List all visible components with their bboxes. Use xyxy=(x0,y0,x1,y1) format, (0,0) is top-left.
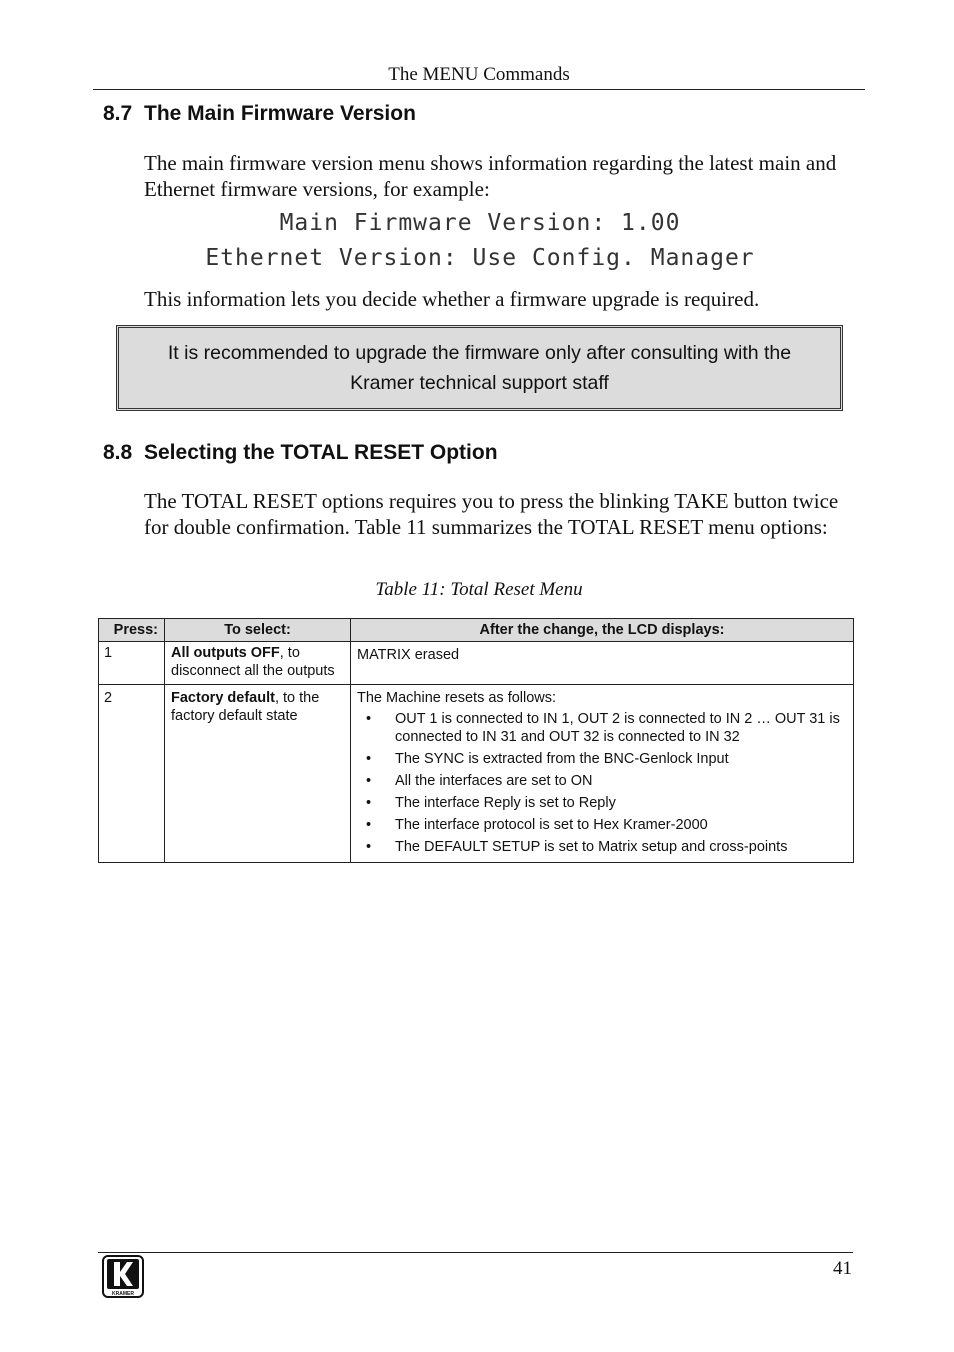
lcd-display-cell xyxy=(351,685,854,863)
table-caption: Table 11: Total Reset Menu xyxy=(375,579,583,600)
select-cell xyxy=(165,685,351,863)
note-box xyxy=(116,325,843,411)
lcd-line-main-firmware: Main Firmware Version: 1.00 xyxy=(279,210,681,236)
list-item: • The interface Reply is set to Reply xyxy=(357,794,847,812)
table-header-row xyxy=(99,619,854,642)
list-item: • OUT 1 is connected to IN 1, OUT 2 is connected to IN 2 … OUT 31 is connected to IN 31 and OUT 32 is connected to IN 32 xyxy=(357,710,847,746)
select-option-desc: , to the factory default state xyxy=(171,690,320,724)
list-item: • All the interfaces are set to ON xyxy=(357,772,847,790)
section-heading-8-8 xyxy=(103,441,498,465)
section-title: The Main Firmware Version xyxy=(144,102,416,125)
section-title: Selecting the TOTAL RESET Option xyxy=(144,441,498,464)
page-number: 41 xyxy=(833,1258,852,1279)
footer-rule xyxy=(98,1252,853,1253)
firmware-after-paragraph: This information lets you decide whether a firmware upgrade is required. xyxy=(144,287,760,311)
list-item: • The DEFAULT SETUP is set to Matrix setup and cross-points xyxy=(357,838,847,856)
column-header-lcd-display: After the change, the LCD displays: xyxy=(351,619,854,642)
press-cell: 1 xyxy=(99,642,165,685)
list-item: • The SYNC is extracted from the BNC-Genlock Input xyxy=(357,750,847,768)
section-number: 8.7 xyxy=(103,102,133,125)
lcd-line-ethernet: Ethernet Version: Use Config. Manager xyxy=(205,245,755,271)
total-reset-intro-paragraph: The TOTAL RESET options requires you to press the blinking TAKE button twice for double confirmation. Table 11 summarizes the TOTAL RESET menu options: xyxy=(144,489,839,539)
select-cell xyxy=(165,642,351,685)
table-row xyxy=(99,642,854,685)
select-option-name: All outputs OFF xyxy=(171,645,280,661)
lcd-display-cell xyxy=(351,642,854,685)
note-text: It is recommended to upgrade the firmware only after consulting with the Kramer technical support staff xyxy=(167,342,792,394)
firmware-intro-paragraph: The main firmware version menu shows information regarding the latest main and Ethernet firmware versions, for example: xyxy=(144,151,837,201)
lcd-display-text: MATRIX erased xyxy=(357,647,460,663)
section-number: 8.8 xyxy=(103,441,133,464)
select-option-desc: , to disconnect all the outputs xyxy=(171,645,335,679)
total-reset-table xyxy=(98,618,854,863)
lcd-display-text: The Machine resets as follows: xyxy=(357,690,557,706)
list-item: • The interface protocol is set to Hex Kramer-2000 xyxy=(357,816,847,834)
svg-text:KRAMER: KRAMER xyxy=(112,1291,134,1297)
kramer-logo-icon xyxy=(102,1255,144,1298)
section-heading-8-7 xyxy=(103,102,416,126)
kramer-logo xyxy=(102,1255,144,1298)
press-cell: 2 xyxy=(99,685,165,863)
reset-results-list xyxy=(357,710,847,856)
column-header-select: To select: xyxy=(165,619,351,642)
running-header: The MENU Commands xyxy=(93,64,865,90)
table-row xyxy=(99,685,854,863)
select-option-name: Factory default xyxy=(171,690,275,706)
column-header-press: Press: xyxy=(99,619,165,642)
